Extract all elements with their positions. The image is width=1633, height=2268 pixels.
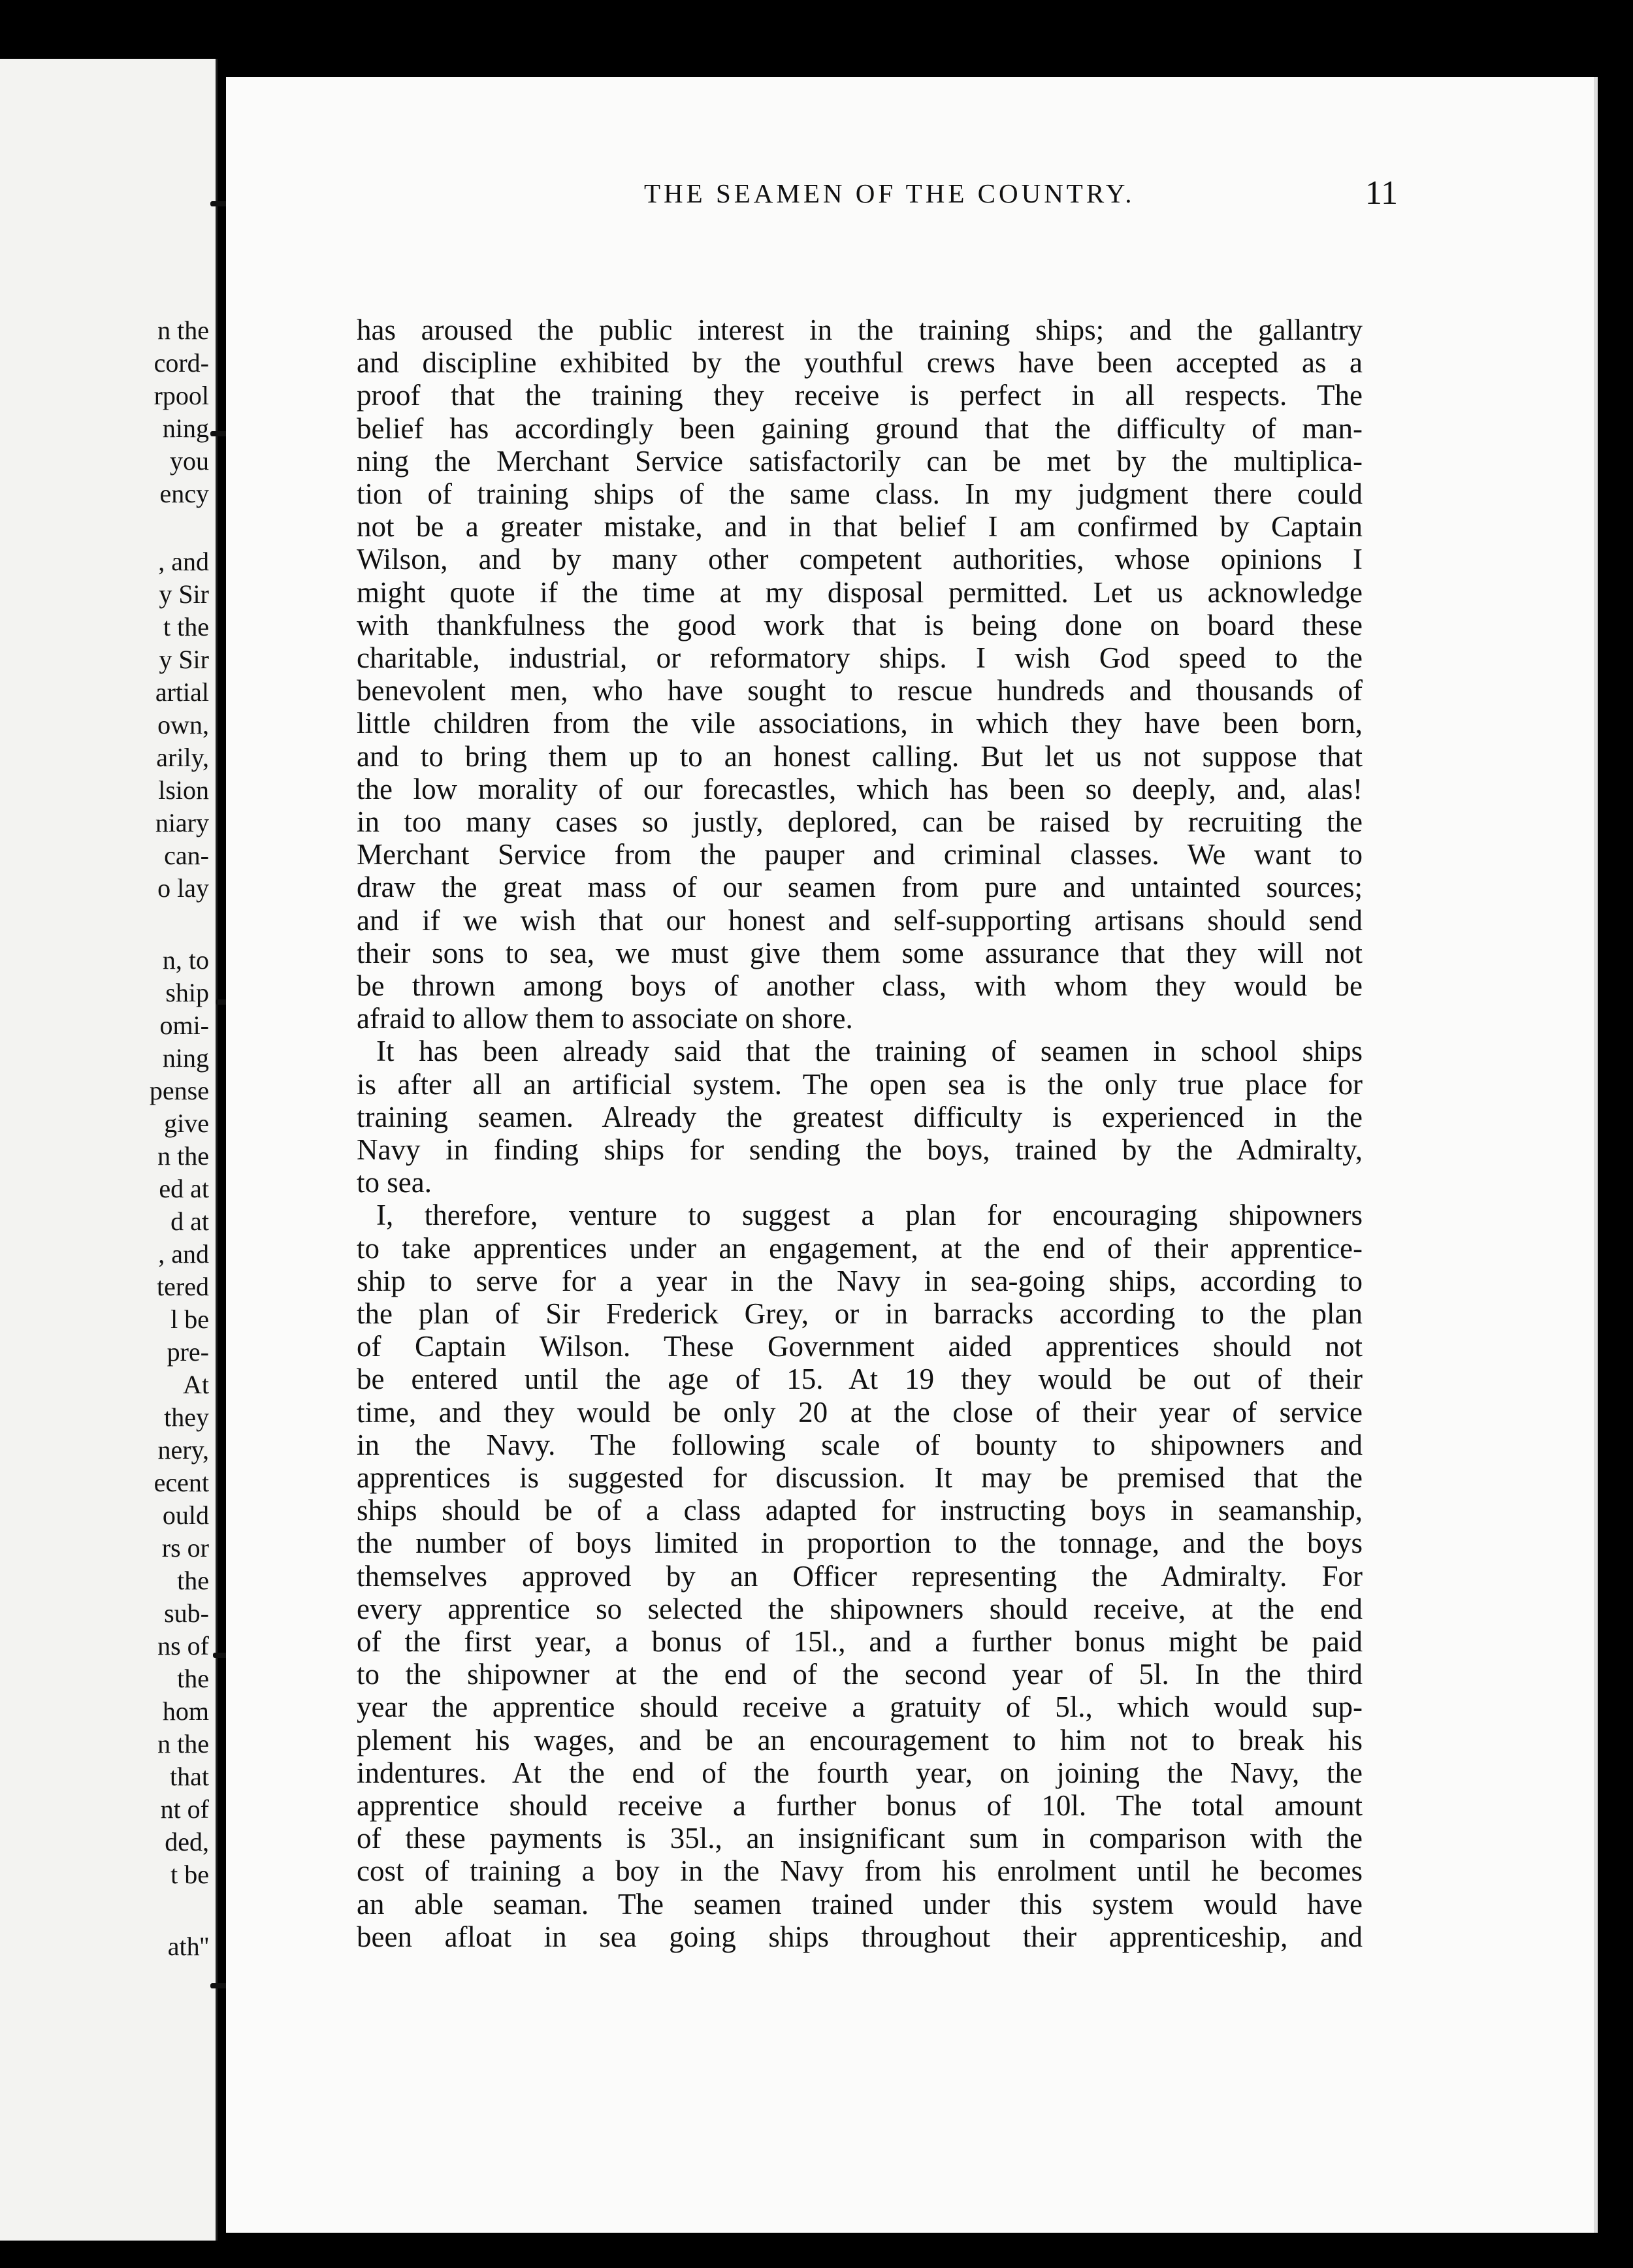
text-line: been afloat in sea going ships throughout their apprenticeship, and (357, 1920, 1363, 1953)
page-number: 11 (1365, 174, 1398, 212)
facing-page-line: , and (158, 1239, 209, 1269)
running-head (396, 174, 1398, 217)
text-line: and if we wish that our honest and self-supporting artisans should send (357, 903, 1363, 937)
facing-page-line: pre- (167, 1337, 209, 1367)
facing-page-line: sub- (164, 1598, 209, 1628)
text-line: cost of training a boy in the Navy from his enrolment until he becomes (357, 1855, 1363, 1888)
text-line: is after all an artificial system. The open sea is the only true place for (357, 1067, 1363, 1101)
facing-page-line: t be (170, 1860, 209, 1889)
facing-page-line: n the (157, 316, 209, 345)
text-line: I, therefore, venture to suggest a plan for encouraging shipowners (376, 1199, 1363, 1232)
text-line: benevolent men, who have sought to rescue hundreds and thousands of (357, 674, 1363, 707)
text-line: apprentice should receive a further bonus of 10l. The total amount (357, 1789, 1363, 1822)
text-line: of the first year, a bonus of 15l., and a further bonus might be paid (357, 1625, 1363, 1658)
facing-page-line: n, to (162, 945, 209, 975)
facing-page-line: omi- (159, 1011, 209, 1040)
facing-page-line: ath'' (167, 1932, 209, 1961)
facing-page-line: ns of (157, 1631, 209, 1660)
facing-page-line: own, (157, 710, 209, 739)
text-line: be thrown among boys of another class, with whom they would be (357, 969, 1363, 1002)
text-line: Navy in finding ships for sending the boys, trained by the Admiralty, (357, 1133, 1363, 1166)
facing-page-line: ded, (165, 1827, 209, 1856)
text-line: tion of training ships of the same class. In my judgment there could (357, 478, 1363, 510)
text-line: ships should be of a class adapted for instructing boys in seamanship, (357, 1494, 1363, 1527)
text-line: Merchant Service from the pauper and criminal classes. We want to (357, 838, 1363, 871)
text-line: ning the Merchant Service satisfactorily can be met by the multiplica- (357, 444, 1363, 478)
facing-page-line: l be (170, 1304, 209, 1334)
text-line: their sons to sea, we must give them some assurance that they will not (357, 936, 1363, 969)
text-line: indentures. At the end of the fourth year, on joining the Navy, the (357, 1756, 1363, 1789)
text-line: afraid to allow them to associate on shore. (357, 1002, 853, 1035)
facing-page-line: ed at (159, 1174, 209, 1203)
text-line: the number of boys limited in proportion to the tonnage, and the boys (357, 1527, 1363, 1560)
facing-page-line: ecent (154, 1468, 209, 1497)
facing-page-line: arily, (156, 743, 209, 772)
facing-page-line: you (170, 446, 209, 476)
facing-page-line: can- (164, 841, 209, 870)
facing-page-line: tered (157, 1272, 209, 1301)
text-line: proof that the training they receive is perfect in all respects. The (357, 379, 1363, 412)
text-line: belief has accordingly been gaining ground that the difficulty of man- (357, 412, 1363, 445)
text-line: ship to serve for a year in the Navy in sea-going ships, according to (357, 1264, 1363, 1297)
facing-page-line: rs or (161, 1533, 209, 1563)
facing-page-line: the (177, 1566, 209, 1595)
text-line: to sea. (357, 1166, 432, 1199)
facing-page-line: pense (149, 1076, 209, 1105)
text-line: not be a greater mistake, and in that belief I am confirmed by Captain (357, 510, 1363, 543)
facing-page-line: the (177, 1664, 209, 1693)
facing-page-line: niary (155, 808, 209, 837)
facing-page-line: rpool (154, 381, 209, 410)
text-line: and to bring them up to an honest calling. But let us not suppose that (357, 739, 1363, 773)
facing-page-line: y Sir (159, 579, 209, 609)
text-line: to the shipowner at the end of the second year of 5l. In the third (357, 1658, 1363, 1691)
text-line: of Captain Wilson. These Government aided apprentices should not (357, 1330, 1363, 1363)
facing-page-line: artial (155, 677, 209, 707)
text-line: in the Navy. The following scale of bounty to shipowners and (357, 1428, 1363, 1461)
text-line: year the apprentice should receive a gratuity of 5l., which would sup- (357, 1691, 1363, 1724)
facing-page-fragment (0, 59, 218, 2241)
facing-page-line: y Sir (159, 645, 209, 674)
text-line: has aroused the public interest in the training ships; and the gallantry (357, 314, 1363, 346)
text-line: charitable, industrial, or reformatory ships. I wish God speed to the (357, 641, 1363, 674)
facing-page-line: ning (162, 1043, 209, 1073)
text-line: in too many cases so justly, deplored, can be raised by recruiting the (357, 805, 1363, 838)
facing-page-line: ship (165, 978, 209, 1007)
text-line: It has been already said that the training of seamen in school ships (376, 1035, 1363, 1068)
text-line: be entered until the age of 15. At 19 they would be out of their (357, 1363, 1363, 1396)
text-line: with thankfulness the good work that is being done on board these (357, 608, 1363, 641)
facing-page-line: nt of (160, 1794, 209, 1824)
facing-page-line: t the (163, 612, 209, 641)
text-line: of these payments is 35l., an insignificant sum in comparison with the (357, 1822, 1363, 1855)
facing-page-line: , and (158, 547, 209, 576)
text-line: time, and they would be only 20 at the close of their year of service (357, 1395, 1363, 1429)
facing-page-line: ould (162, 1500, 209, 1530)
facing-page-line: ency (159, 479, 209, 508)
text-line: plement his wages, and be an encouragement to him not to break his (357, 1723, 1363, 1757)
facing-page-line: nery, (157, 1435, 209, 1465)
facing-page-line: At (183, 1370, 209, 1399)
facing-page-line: n the (157, 1729, 209, 1758)
text-line: training seamen. Already the greatest difficulty is experienced in the (357, 1100, 1363, 1133)
text-line: the plan of Sir Frederick Grey, or in barracks according to the plan (357, 1297, 1363, 1330)
facing-page-line: o lay (157, 873, 209, 903)
text-line: draw the great mass of our seamen from pure and untainted sources; (357, 871, 1363, 904)
facing-page-line: hom (162, 1696, 209, 1726)
facing-page-line: d at (170, 1207, 209, 1236)
facing-page-line: cord- (154, 348, 209, 378)
text-line: the low morality of our forecastles, which has been so deeply, and, alas! (357, 772, 1363, 805)
facing-page-line: ning (162, 413, 209, 443)
text-line: Wilson, and by many other competent authorities, whose opinions I (357, 543, 1363, 576)
text-line: little children from the vile associations, in which they have been born, (357, 707, 1363, 740)
facing-page-line: give (164, 1109, 209, 1138)
text-line: themselves approved by an Officer representing the Admiralty. For (357, 1559, 1363, 1593)
facing-page-line: they (164, 1402, 209, 1432)
text-line: to take apprentices under an engagement, at the end of their apprentice- (357, 1231, 1363, 1265)
text-line: every apprentice so selected the shipowners should receive, at the end (357, 1592, 1363, 1625)
facing-page-line: n the (157, 1141, 209, 1171)
text-line: apprentices is suggested for discussion. It may be premised that the (357, 1461, 1363, 1494)
facing-page-line: that (170, 1762, 209, 1791)
text-line: an able seaman. The seamen trained under this system would have (357, 1887, 1363, 1920)
text-line: might quote if the time at my disposal permitted. Let us acknowledge (357, 575, 1363, 609)
running-title: THE SEAMEN OF THE COUNTRY. (644, 178, 1135, 208)
text-line: and discipline exhibited by the youthful crews have been accepted as a (357, 346, 1363, 380)
facing-page-line: lsion (158, 775, 209, 805)
